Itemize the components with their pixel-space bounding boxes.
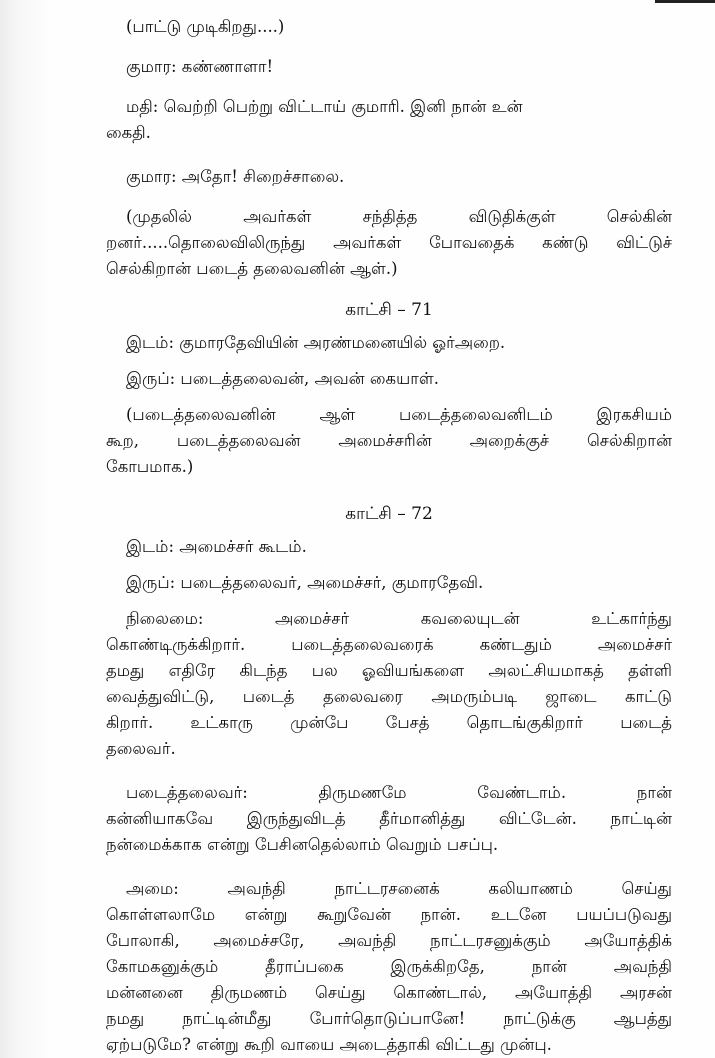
scene-71-direction <box>106 402 672 480</box>
paragraph-line: தமது எதிரே கிடந்த பல ஓவியங்களை அலட்சியமாகத் தள்ளி <box>106 661 672 680</box>
paragraph-line: றனர்.....தொலைவிலிருந்து அவர்கள் போவதைக் கண்டு விட்டுச் <box>106 233 672 252</box>
scene-71-present: இருப்: படைத்தலைவன், அவன் கையாள். <box>126 369 439 388</box>
paragraph-line: போலாகி, அமைச்சரே, அவந்தி நாட்டரசனுக்கும் அயோத்திக் <box>106 931 672 950</box>
paragraph-line: தலைவர். <box>106 739 176 758</box>
paragraph-line: கூற, படைத்தலைவன் அமைச்சரின் அறைக்குச் செல்கிறான் <box>106 431 672 450</box>
paragraph-line: நிலைமை: அமைச்சர் கவலையுடன் உட்கார்ந்து <box>126 609 672 628</box>
dialogue-commander <box>106 780 672 858</box>
scene-72-situation <box>106 606 672 762</box>
page-text <box>106 14 672 1058</box>
paragraph-line: மதி: வெற்றி பெற்று விட்டாய் குமாரி. இனி நான் உன் <box>126 97 523 116</box>
paragraph-line: (படைத்தலைவனின் ஆள் படைத்தலைவனிடம் இரகசியம் <box>126 405 672 424</box>
dialogue-mathi <box>106 94 672 146</box>
scene-71-place: இடம்: குமாரதேவியின் அரண்மனையில் ஓர்அறை. <box>126 333 506 352</box>
stage-direction-song-ends: (பாட்டு முடிகிறது....) <box>126 17 285 36</box>
paragraph-line: நமது நாட்டின்மீது போர்தொடுப்பானே! நாட்டுக்கு ஆபத்து <box>106 1009 672 1028</box>
stage-direction-lodge <box>106 204 672 282</box>
scene-heading-71: காட்சி – 71 <box>345 300 433 320</box>
paragraph-line: படைத்தலைவர்: திருமணமே வேண்டாம். நான் <box>126 783 672 802</box>
paragraph-line: கொண்டிருக்கிறார். படைத்தலைவரைக் கண்டதும் அமைச்சர் <box>106 635 672 654</box>
paragraph-line: கன்னியாகவே இருந்துவிடத் தீர்மானித்து விட்டேன். நாட்டின் <box>106 809 672 828</box>
paragraph-line: கொள்ளலாமே என்று கூறுவேன் நான். உடனே பயப்படுவது <box>106 905 672 924</box>
paragraph-line: அமை: அவந்தி நாட்டரசனைக் கலியாணம் செய்து <box>126 879 672 898</box>
scene-heading-72: காட்சி – 72 <box>345 504 433 524</box>
paragraph-line: மன்னனை திருமணம் செய்து கொண்டால், அயோத்தி அரசன் <box>106 983 672 1002</box>
dialogue-kumara-1: குமார: கண்ணாளா! <box>126 57 274 76</box>
paragraph-line: கோமகனுக்கும் தீராப்பகை இருக்கிறதே, நான் அவந்தி <box>106 957 672 976</box>
paragraph-line: கோபமாக.) <box>106 457 194 476</box>
scene-72-place: இடம்: அமைச்சர் கூடம். <box>126 537 307 556</box>
paragraph-line: ஏற்படுமே? என்று கூறி வாயை அடைத்தாகி விட்டது முன்பு. <box>106 1035 552 1054</box>
paragraph-line: செல்கிறான் படைத் தலைவனின் ஆள்.) <box>106 259 398 278</box>
paragraph-line: (முதலில் அவர்கள் சந்தித்த விடுதிக்குள் செல்கின் <box>126 207 672 226</box>
paragraph-line: நன்மைக்காக என்று பேசினதெல்லாம் வெறும் பசப்பு. <box>106 835 499 854</box>
dialogue-minister <box>106 876 672 1058</box>
paragraph-line: கிறார். உட்காரு முன்பே பேசத் தொடங்குகிறார் படைத் <box>106 713 672 732</box>
dialogue-kumara-2: குமார: அதோ! சிறைச்சாலை. <box>126 167 345 186</box>
paragraph-line: வைத்துவிட்டு, படைத் தலைவரை அமரும்படி ஜாடை காட்டு <box>106 687 672 706</box>
scan-shadow-edge <box>0 0 52 1058</box>
top-corner-rule <box>655 0 715 3</box>
paragraph-line: கைதி. <box>106 123 151 142</box>
scene-72-present: இருப்: படைத்தலைவர், அமைச்சர், குமாரதேவி. <box>126 573 484 592</box>
